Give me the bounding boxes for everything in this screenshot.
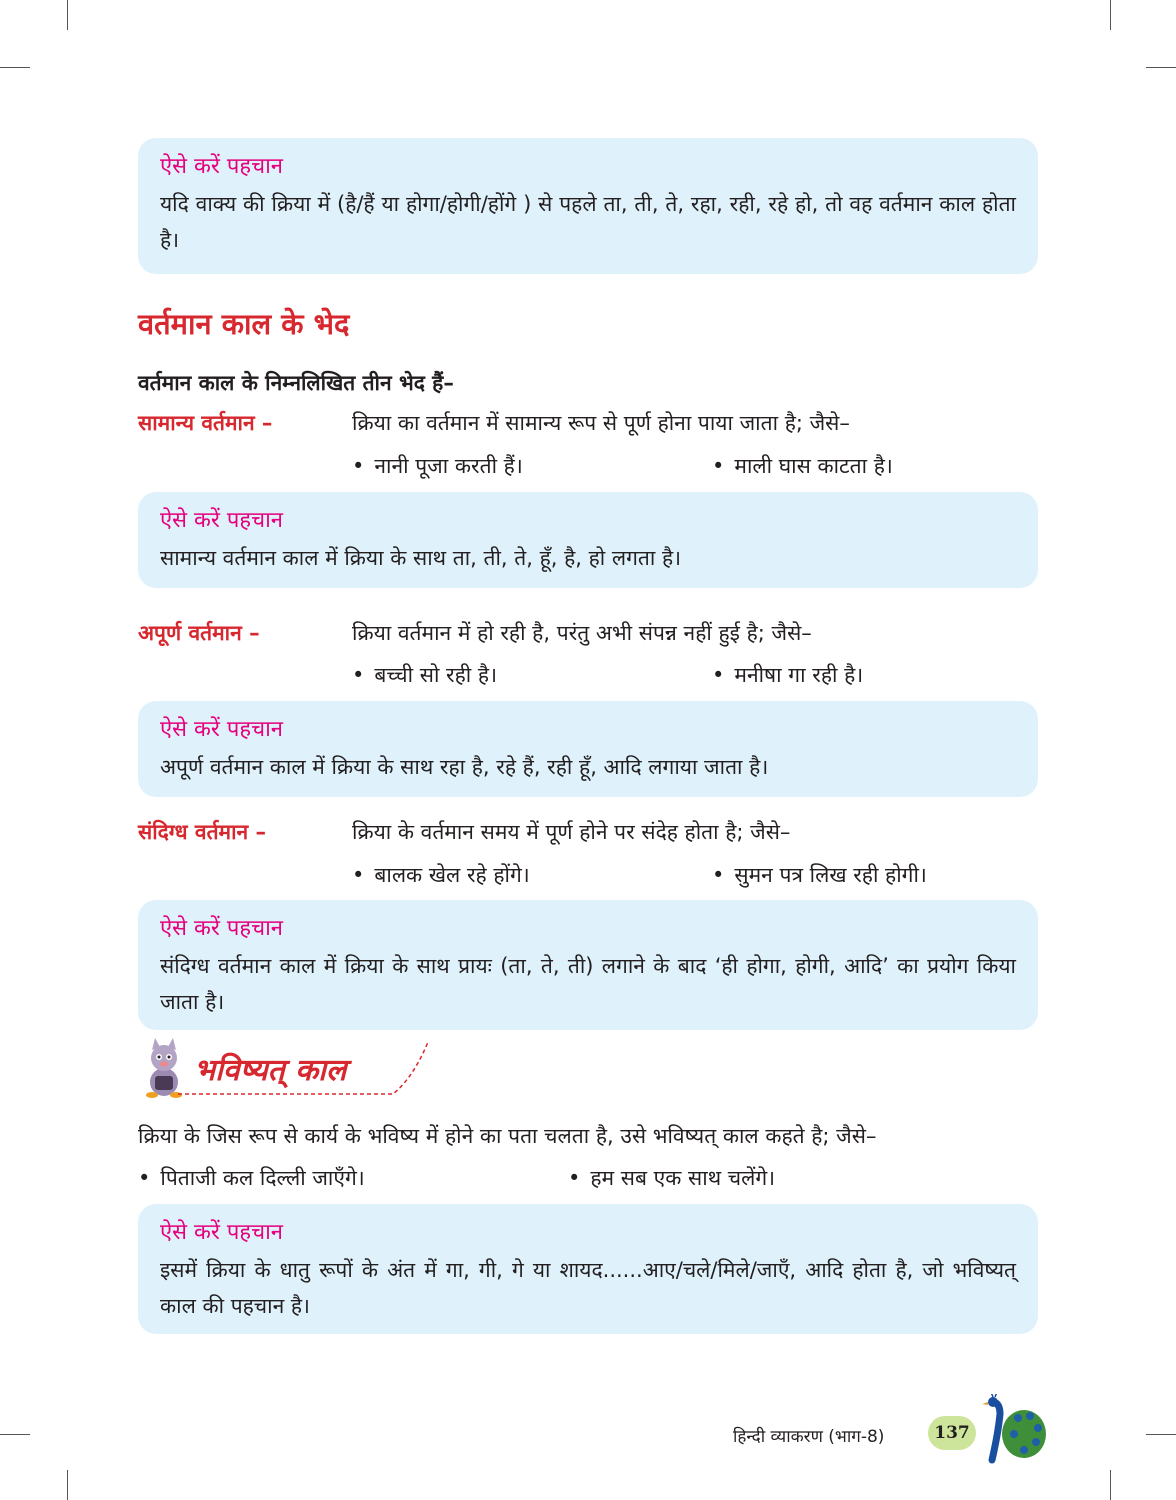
identification-box bbox=[138, 138, 1038, 274]
box-text: अपूर्ण वर्तमान काल में क्रिया के साथ रहा है, रहे हैं, रही हूँ, आदि लगाया जाता है। bbox=[160, 755, 769, 779]
box-title: ऐसे करें पहचान bbox=[160, 154, 283, 179]
bullet-icon: • bbox=[712, 863, 725, 887]
page-number: 137 bbox=[928, 1416, 976, 1450]
example-item: • बालक खेल रहे होंगे। bbox=[352, 860, 530, 890]
example-item: • नानी पूजा करती हैं। bbox=[352, 451, 523, 481]
example-item: • सुमन पत्र लिख रही होगी। bbox=[712, 860, 927, 890]
crop-mark bbox=[1110, 1470, 1111, 1500]
box-title: ऐसे करें पहचान bbox=[160, 717, 283, 742]
bullet-icon: • bbox=[352, 863, 365, 887]
crop-mark bbox=[0, 67, 30, 68]
box-text: संदिग्ध वर्तमान काल में क्रिया के साथ प्रायः (ता, ते, ती) लगाने के बाद ‘ही होगा, होगी, आदि’ का प्रयोग किया जाता है। bbox=[160, 954, 1016, 1014]
example-item: • हम सब एक साथ चलेंगे। bbox=[568, 1163, 775, 1193]
crop-mark bbox=[1146, 67, 1176, 68]
term-doubtful-present: संदिग्ध वर्तमान – bbox=[138, 820, 267, 844]
example-item: • माली घास काटता है। bbox=[712, 451, 893, 481]
peacock-icon bbox=[978, 1394, 1048, 1466]
bullet-icon: • bbox=[568, 1166, 581, 1190]
future-tense-title: भविष्यत् काल bbox=[194, 1053, 347, 1088]
box-title: ऐसे करें पहचान bbox=[160, 508, 283, 533]
definition-doubtful-present: क्रिया के वर्तमान समय में पूर्ण होने पर संदेह होता है; जैसे– bbox=[352, 820, 791, 844]
bullet-icon: • bbox=[352, 454, 365, 478]
bullet-icon: • bbox=[712, 663, 725, 687]
identification-box bbox=[138, 1204, 1038, 1334]
book-title: हिन्दी व्याकरण (भाग-8) bbox=[733, 1427, 885, 1447]
section-heading: वर्तमान काल के भेद bbox=[138, 307, 350, 341]
box-text: यदि वाक्य की क्रिया में (है/हैं या होगा/होगी/होंगे ) से पहले ता, ती, ते, रहा, रही, रहे हो, तो वह वर्तमान काल होता है। bbox=[160, 192, 1016, 252]
example-item: • पिताजी कल दिल्ली जाएँगे। bbox=[138, 1163, 365, 1193]
definition-continuous-present: क्रिया वर्तमान में हो रही है, परंतु अभी संपन्न नहीं हुई है; जैसे– bbox=[352, 621, 812, 645]
future-tense-banner bbox=[138, 1038, 438, 1098]
box-title: ऐसे करें पहचान bbox=[160, 1220, 283, 1245]
box-text: इसमें क्रिया के धातु रूपों के अंत में गा, गी, गे या शायद......आए/चले/मिले/जाएँ, आदि होता है, जो भविष्यत् काल की पहचान है। bbox=[160, 1258, 1016, 1318]
identification-box bbox=[138, 701, 1038, 797]
bullet-icon: • bbox=[138, 1166, 151, 1190]
example-item: • मनीषा गा रही है। bbox=[712, 660, 863, 690]
crop-mark bbox=[67, 0, 68, 30]
term-simple-present: सामान्य वर्तमान – bbox=[138, 411, 273, 435]
definition-simple-present: क्रिया का वर्तमान में सामान्य रूप से पूर्ण होना पाया जाता है; जैसे– bbox=[352, 411, 850, 435]
term-continuous-present: अपूर्ण वर्तमान – bbox=[138, 621, 260, 645]
crop-mark bbox=[1146, 1434, 1176, 1435]
box-title: ऐसे करें पहचान bbox=[160, 916, 283, 941]
identification-box bbox=[138, 492, 1038, 588]
crop-mark bbox=[67, 1470, 68, 1500]
identification-box bbox=[138, 900, 1038, 1030]
future-definition: क्रिया के जिस रूप से कार्य के भविष्य में होने का पता चलता है, उसे भविष्यत् काल कहते है; जैसे– bbox=[138, 1124, 877, 1148]
bullet-icon: • bbox=[352, 663, 365, 687]
box-text: सामान्य वर्तमान काल में क्रिया के साथ ता, ती, ते, हूँ, है, हो लगता है। bbox=[160, 546, 682, 570]
bullet-icon: • bbox=[712, 454, 725, 478]
example-item: • बच्ची सो रही है। bbox=[352, 660, 497, 690]
intro-text: वर्तमान काल के निम्नलिखित तीन भेद हैं– bbox=[138, 371, 454, 395]
crop-mark bbox=[0, 1434, 30, 1435]
crop-mark bbox=[1110, 0, 1111, 30]
